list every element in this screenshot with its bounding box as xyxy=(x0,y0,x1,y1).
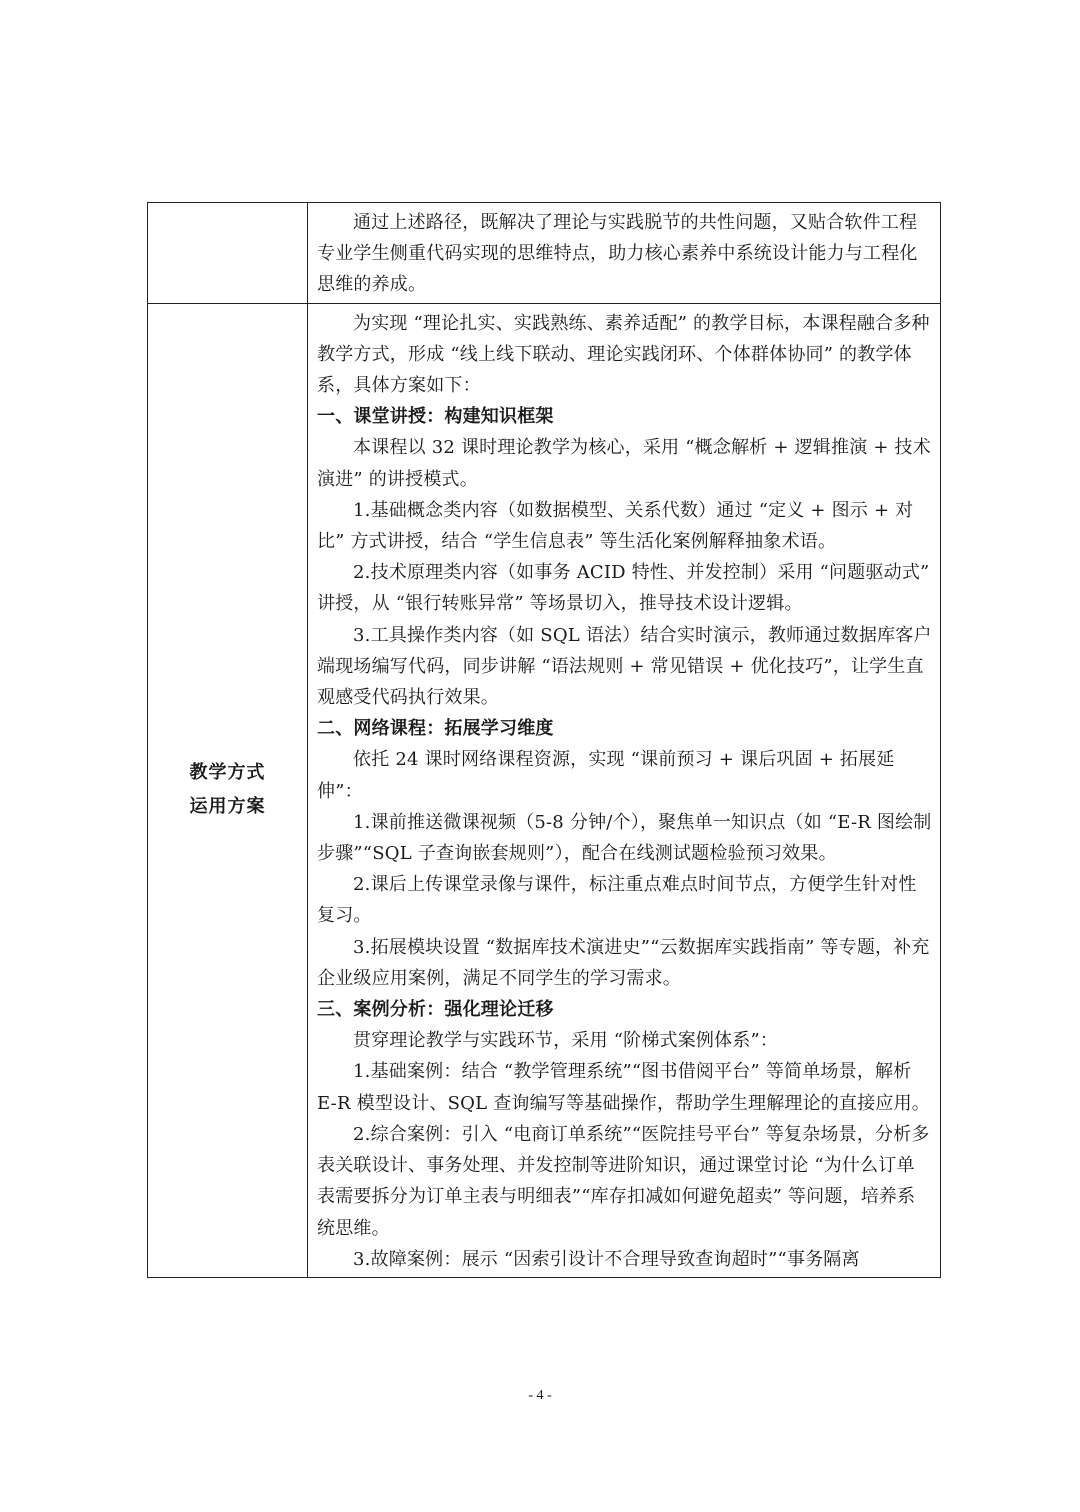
row-label-line: 教学方式 xyxy=(189,762,266,784)
paragraph: 为实现 “理论扎实、实践熟练、素养适配” 的教学目标，本课程融合多种教学方式，形成 “线上线下联动、理论实践闭环、个体群体协同” 的教学体系，具体方案如下： xyxy=(317,312,930,397)
section-heading: 三、案例分析：强化理论迁移 xyxy=(317,999,554,1021)
row-content-cell xyxy=(308,303,941,1277)
row1-content xyxy=(308,203,940,303)
row-label-cell xyxy=(148,303,308,1277)
section-heading: 一、课堂讲授：构建知识框架 xyxy=(317,406,554,428)
section-heading: 二、网络课程：拓展学习维度 xyxy=(317,718,554,740)
paragraph: 1.基础概念类内容（如数据模型、关系代数）通过 “定义 + 图示 + 对比” 方式讲授，结合 “学生信息表” 等生活化案例解释抽象术语。 xyxy=(317,499,914,553)
paragraph: 2.综合案例：引入 “电商订单系统”“医院挂号平台” 等复杂场景，分析多表关联设计、事务处理、并发控制等进阶知识，通过课堂讨论 “为什么订单表需要拆分为订单主表与明细表”“库存扣减如何避免超卖” 等问题，培养系统思维。 xyxy=(317,1123,930,1239)
paragraph: 3.拓展模块设置 “数据库技术演进史”“云数据库实践指南” 等专题，补充企业级应用案例，满足不同学生的学习需求。 xyxy=(317,936,930,989)
paragraph: 本课程以 32 课时理论教学为核心，采用 “概念解析 + 逻辑推演 + 技术演进” 的讲授模式。 xyxy=(317,437,931,490)
paragraph: 依托 24 课时网络课程资源，实现 “课前预习 + 课后巩固 + 拓展延伸”： xyxy=(317,749,895,802)
page-number: - 4 - xyxy=(528,1388,552,1403)
paragraph: 贯穿理论教学与实践环节，采用 “阶梯式案例体系”： xyxy=(353,1030,779,1052)
table-row xyxy=(148,303,941,1277)
paragraph: 1.基础案例：结合 “教学管理系统”“图书借阅平台” 等简单场景，解析 E-R 模型设计、SQL 查询编写等基础操作，帮助学生理解理论的直接应用。 xyxy=(317,1061,930,1114)
paragraph: 1.课前推送微课视频（5-8 分钟/个），聚焦单一知识点（如 “E-R 图绘制步骤”“SQL 子查询嵌套规则”），配合在线测试题检验预习效果。 xyxy=(317,811,932,865)
table-row xyxy=(148,203,941,304)
paragraph: 2.技术原理类内容（如事务 ACID 特性、并发控制）采用 “问题驱动式” 讲授，从 “银行转账异常” 等场景切入，推导技术设计逻辑。 xyxy=(317,562,930,615)
row-label-line: 运用方案 xyxy=(189,796,266,818)
row-content-cell xyxy=(308,203,941,304)
paragraph: 2.课后上传课堂录像与课件，标注重点难点时间节点，方便学生针对性复习。 xyxy=(317,874,917,927)
paragraph: 通过上述路径，既解决了理论与实践脱节的共性问题，又贴合软件工程专业学生侧重代码实现的思维特点，助力核心素养中系统设计能力与工程化思维的养成。 xyxy=(317,212,918,296)
row2-content xyxy=(308,304,940,1277)
paragraph: 3.工具操作类内容（如 SQL 语法）结合实时演示，教师通过数据库客户端现场编写代码，同步讲解 “语法规则 + 常见错误 + 优化技巧”，让学生直观感受代码执行效果。 xyxy=(317,624,932,709)
paragraph: 3.故障案例：展示 “因索引设计不合理导致查询超时”“事务隔离 xyxy=(353,1248,860,1270)
content-table xyxy=(147,202,941,1278)
row-label-cell-empty xyxy=(148,203,308,304)
